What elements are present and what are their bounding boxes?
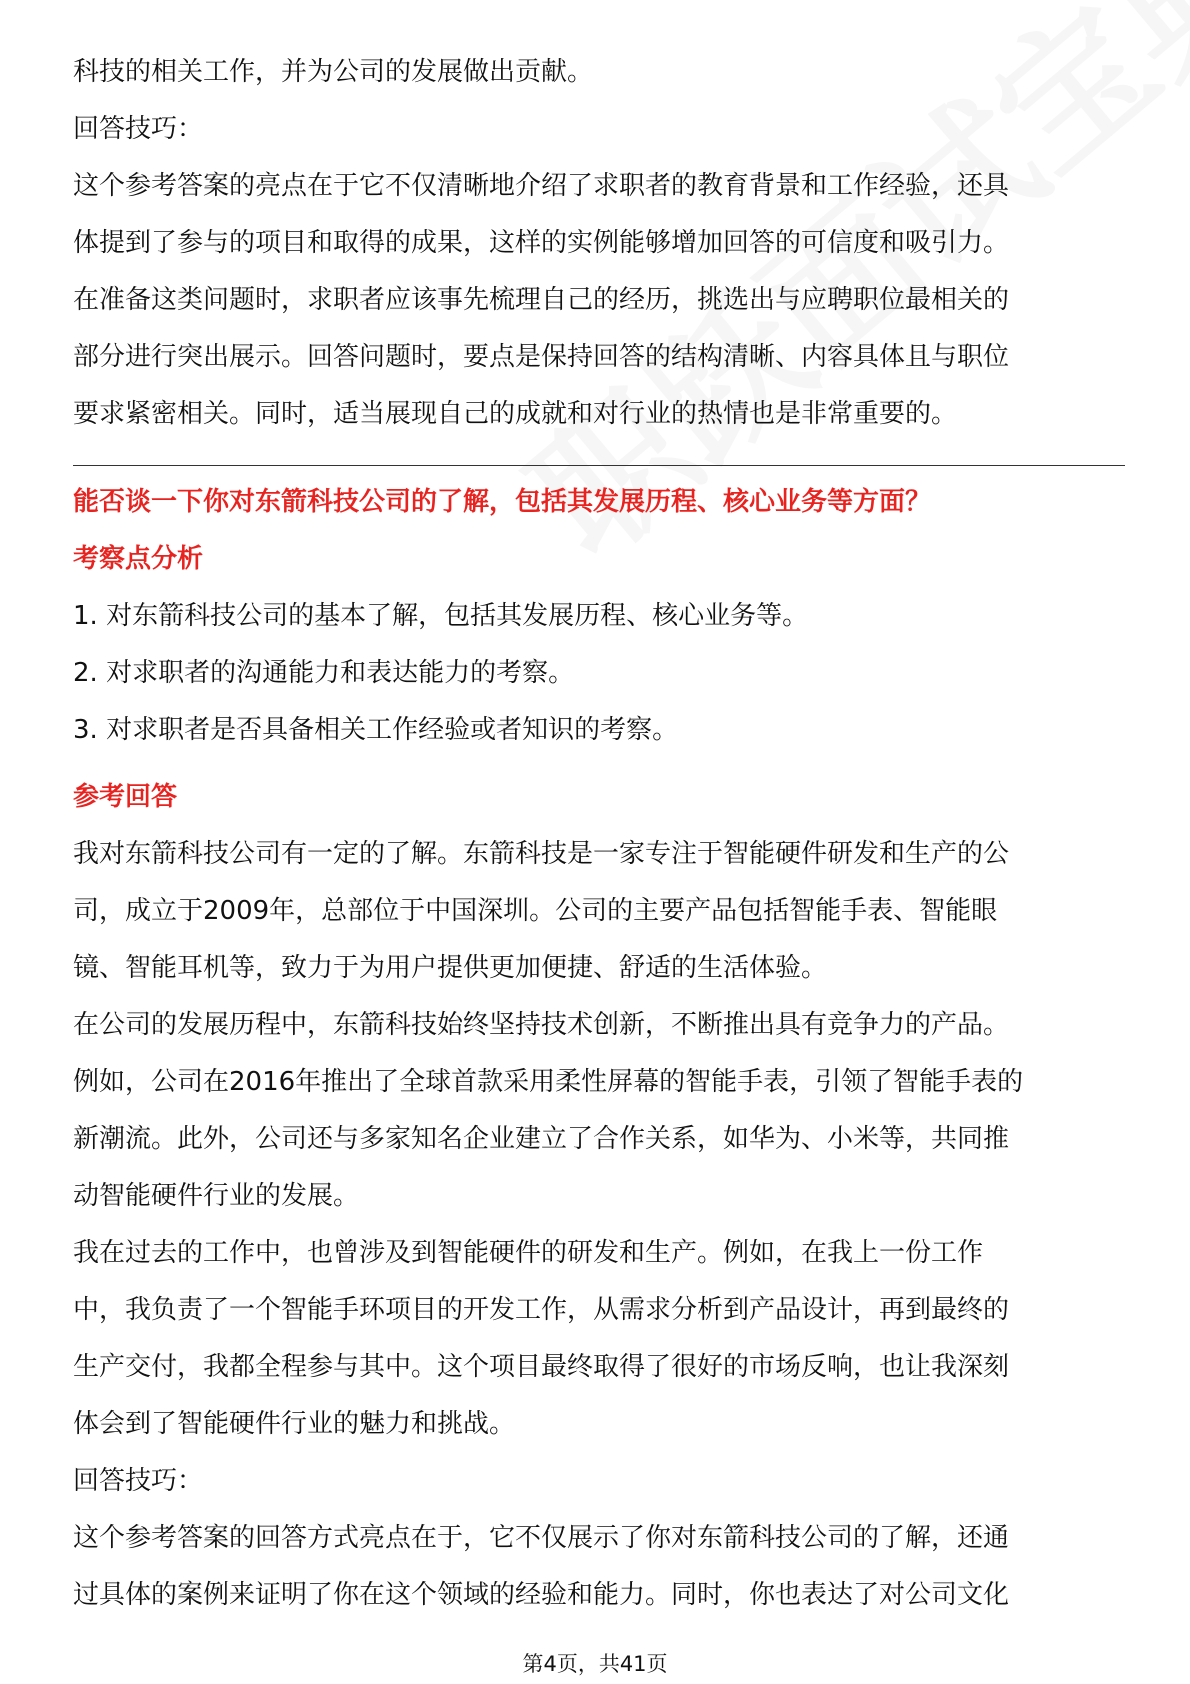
answer-heading: 参考回答 <box>73 782 178 812</box>
analysis-heading: 考察点分析 <box>73 544 204 574</box>
prev-tips-line: 要求紧密相关。同时，适当展现自己的成就和对行业的热情也是非常重要的。 <box>73 399 958 429</box>
prev-tips-line: 这个参考答案的亮点在于它不仅清晰地介绍了求职者的教育背景和工作经验，还具 <box>73 171 1010 201</box>
analysis-item: 2. 对求职者的沟通能力和表达能力的考察。 <box>73 658 575 688</box>
prev-tips-line: 部分进行突出展示。回答问题时，要点是保持回答的结构清晰、内容具体且与职位 <box>73 342 1010 372</box>
prev-tips-line: 体提到了参与的项目和取得的成果，这样的实例能够增加回答的可信度和吸引力。 <box>73 228 1010 258</box>
answer-line: 新潮流。此外，公司还与多家知名企业建立了合作关系，如华为、小米等，共同推 <box>73 1124 1010 1154</box>
section-divider <box>73 465 1125 466</box>
prev-answer-tail: 科技的相关工作，并为公司的发展做出贡献。 <box>73 57 594 87</box>
prev-tips-line: 在准备这类问题时，求职者应该事先梳理自己的经历，挑选出与应聘职位最相关的 <box>73 285 1010 315</box>
analysis-item: 3. 对求职者是否具备相关工作经验或者知识的考察。 <box>73 715 679 745</box>
answer-line: 我对东箭科技公司有一定的了解。东箭科技是一家专注于智能硬件研发和生产的公 <box>73 839 1010 869</box>
answer-line: 镜、智能耳机等，致力于为用户提供更加便捷、舒适的生活体验。 <box>73 953 828 983</box>
tips-label: 回答技巧： <box>73 1466 204 1496</box>
prev-tips-label: 回答技巧： <box>73 114 204 144</box>
answer-line: 我在过去的工作中，也曾涉及到智能硬件的研发和生产。例如，在我上一份工作 <box>73 1238 984 1268</box>
answer-line: 中，我负责了一个智能手环项目的开发工作，从需求分析到产品设计，再到最终的 <box>73 1295 1010 1325</box>
tips-line: 这个参考答案的回答方式亮点在于，它不仅展示了你对东箭科技公司的了解，还通 <box>73 1523 1010 1553</box>
page-footer: 第4页，共41页 <box>522 1652 668 1676</box>
answer-line: 生产交付，我都全程参与其中。这个项目最终取得了很好的市场反响，也让我深刻 <box>73 1352 1010 1382</box>
answer-line: 动智能硬件行业的发展。 <box>73 1181 360 1211</box>
analysis-item: 1. 对东箭科技公司的基本了解，包括其发展历程、核心业务等。 <box>73 601 809 631</box>
spacer <box>73 759 1125 769</box>
answer-line: 例如，公司在2016年推出了全球首款采用柔性屏幕的智能手表，引领了智能手表的 <box>73 1067 1024 1097</box>
question-title: 能否谈一下你对东箭科技公司的了解，包括其发展历程、核心业务等方面？ <box>73 487 932 517</box>
answer-line: 体会到了智能硬件行业的魅力和挑战。 <box>73 1409 516 1439</box>
document-page <box>73 44 1125 1624</box>
tips-line: 过具体的案例来证明了你在这个领域的经验和能力。同时，你也表达了对公司文化 <box>73 1580 1010 1610</box>
answer-line: 在公司的发展历程中，东箭科技始终坚持技术创新，不断推出具有竞争力的产品。 <box>73 1010 1010 1040</box>
answer-line: 司，成立于2009年，总部位于中国深圳。公司的主要产品包括智能手表、智能眼 <box>73 896 998 926</box>
